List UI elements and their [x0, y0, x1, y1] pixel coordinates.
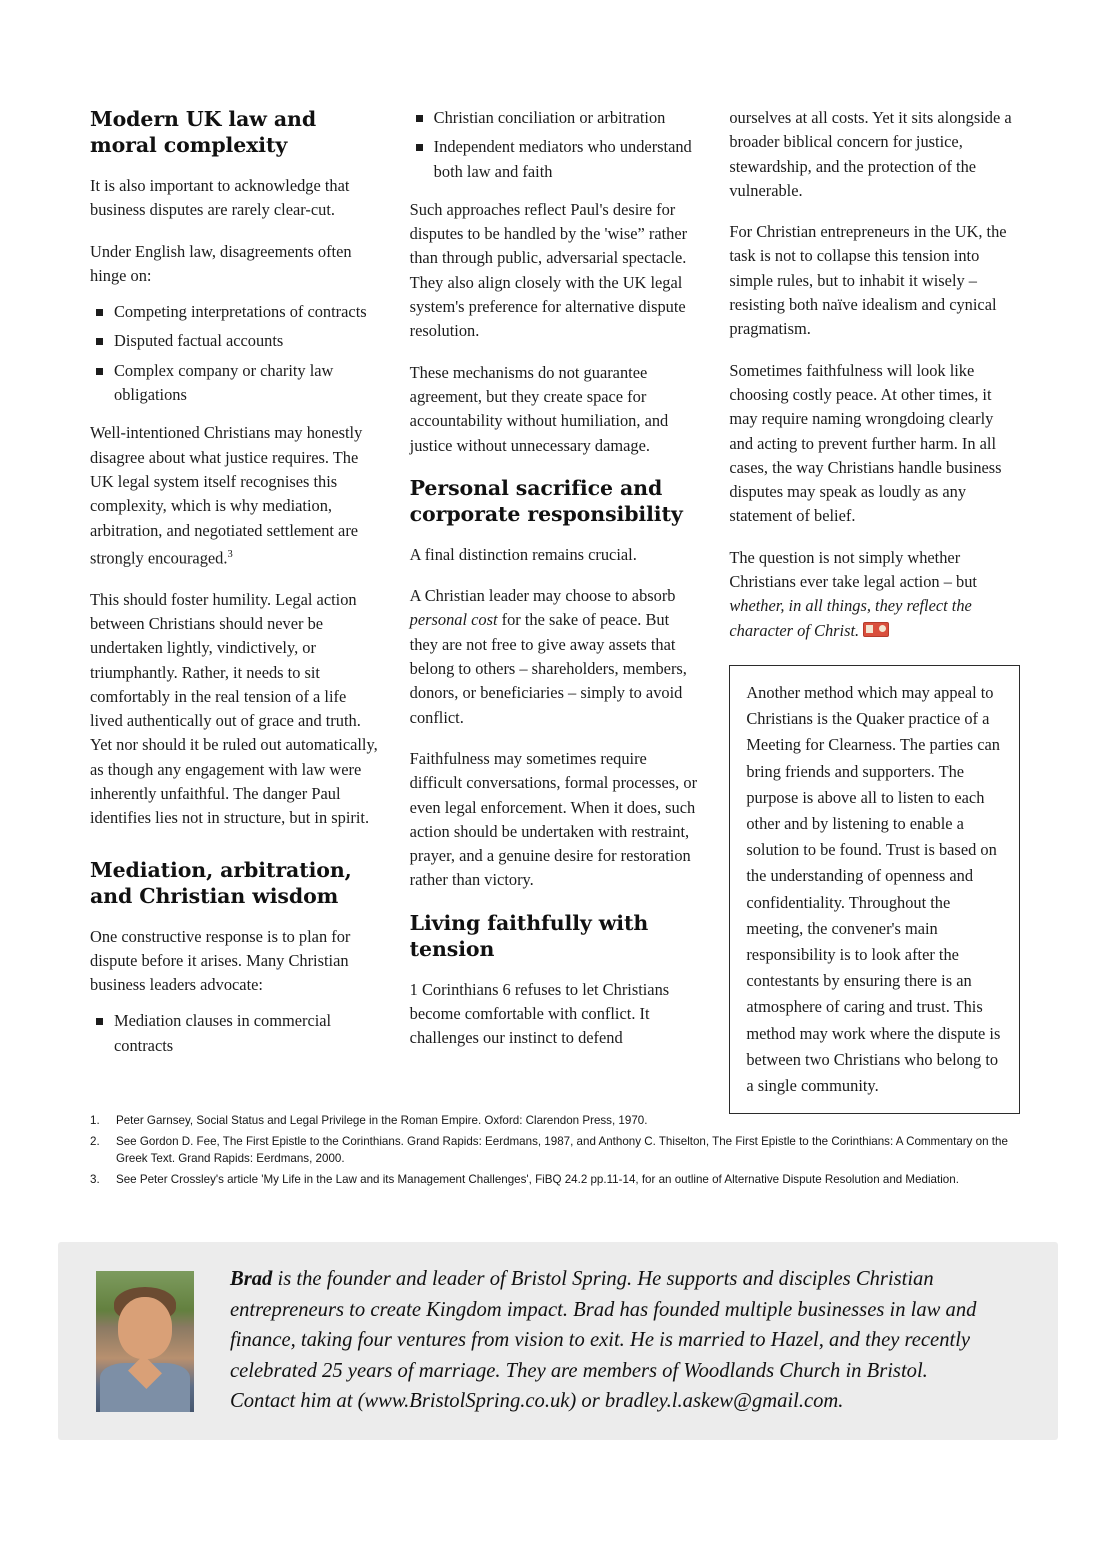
paragraph-post: for the sake of peace. But they are not free to give away assets that belong to others – shareholders, members, donors, or beneficiaries – simply to avoid conflict. — [409, 610, 687, 727]
author-bio-text — [230, 1264, 1020, 1417]
footnote-text: Peter Garnsey, Social Status and Legal Privilege in the Roman Empire. Oxford: Clarendon Press, 1970. — [116, 1114, 648, 1127]
bullet-list — [90, 1009, 381, 1058]
bullet-list — [90, 300, 381, 407]
footnote-text: See Gordon D. Fee, The First Epistle to the Corinthians. Grand Rapids: Eerdmans, 1987, and Anthony C. Thiselton, The First Epistle to the Corinthians: A Commentary on the Greek Text. Grand Rapids: Eerdmans, 2000. — [116, 1134, 1008, 1165]
footnote-item — [90, 1171, 1020, 1189]
author-bio-body: is the founder and leader of Bristol Spring. He supports and disciples Christian entrepreneurs to create Kingdom impact. Brad has founded multiple businesses in law and finance, taking four ventures from vision to exit. He is married to Hazel, and they recently celebrated 25 years of marriage. They are members of Woodlands Church in Bristol. — [230, 1268, 977, 1382]
column-right — [729, 106, 1020, 1114]
footnotes — [90, 1112, 1020, 1191]
heading-personal-sacrifice: Personal sacrifice and corporate responsibility — [409, 475, 683, 526]
paragraph: Under English law, disagreements often hinge on: — [90, 241, 352, 285]
paragraph-with-emphasis — [410, 584, 701, 730]
paragraph: A final distinction remains crucial. — [409, 544, 637, 564]
footnote-text: See Peter Crossley's article 'My Life in the Law and its Management Challenges', FiBQ 24.2 pp.11-14, for an outline of Alternative Dispute Resolution and Mediation. — [116, 1172, 959, 1186]
heading-living-faithfully: Living faithfully with tension — [409, 910, 649, 961]
sidebar-box-quaker-method — [729, 665, 1020, 1114]
footnote-number: 1. — [90, 1114, 100, 1127]
list-item: Complex company or charity law obligations — [90, 359, 381, 408]
paragraph: One constructive response is to plan for dispute before it arises. Many Christian business leaders advocate: — [90, 926, 351, 995]
emphasis-personal-cost: personal cost — [409, 610, 498, 630]
paragraph: For Christian entrepreneurs in the UK, the task is not to collapse this tension into simple rules, but to inhabit it wisely – resisting both naïve idealism and cynical pragmatism. — [729, 222, 1007, 339]
paragraph-closing — [729, 546, 1020, 643]
paragraph-with-footnote — [90, 421, 381, 570]
paragraph: Faithfulness may sometimes require difficult conversations, formal processes, or even legal enforcement. When it does, such action should be undertaken with restraint, prayer, and a genuine desire for restoration rather than victory. — [409, 748, 698, 890]
paragraph: These mechanisms do not guarantee agreement, but they create space for accountability without humiliation, and justice without unnecessary damage. — [409, 362, 669, 455]
list-item: Christian conciliation or arbitration — [410, 106, 701, 130]
paragraph: This should foster humility. Legal action between Christians should never be undertaken lightly, vindictively, or triumphantly. Rather, it needs to sit comfortably in the real tension of a life lived authentically out of grace and truth. Yet nor should it be ruled out automatically, as though any engagement with law were inherently unfaithful. The danger Paul identifies lies not in structure, but in spirit. — [90, 589, 378, 828]
sidebar-box-text: Another method which may appeal to Christians is the Quaker practice of a Meeting for Clearness. The parties can bring friends and supporters. The purpose is above all to listen to each other and by listening to enable a solution to be found. Trust is based on the understanding of openness and confidentiality. Throughout the meeting, the convener's main responsibility is to look after the contestants by ensuring there is an atmosphere of caring and trust. This method may work where the dispute is between two Christians who belong to a single community. — [746, 682, 1001, 1095]
heading-mediation-arbitration: Mediation, arbitration, and Christian wisdom — [90, 857, 352, 908]
list-item: Competing interpretations of contracts — [90, 300, 381, 324]
column-left — [90, 106, 381, 1114]
paragraph-pre: A Christian leader may choose to absorb — [409, 586, 676, 606]
footnote-marker-3: 3 — [227, 548, 233, 560]
list-item: Independent mediators who understand both law and faith — [410, 135, 701, 184]
paragraph: ourselves at all costs. Yet it sits alongside a broader biblical concern for justice, stewardship, and the protection of the vulnerable. — [729, 108, 1012, 200]
footnote-item — [90, 1133, 1020, 1168]
author-photo — [96, 1271, 194, 1412]
footnote-item — [90, 1112, 1020, 1130]
paragraph: It is also important to acknowledge that business disputes are rarely clear-cut. — [90, 176, 350, 220]
paragraph-pre: The question is not simply whether Christians ever take legal action – but — [729, 547, 977, 592]
author-contact: Contact him at (www.BristolSpring.co.uk) or bradley.l.askew@gmail.com. — [230, 1390, 844, 1412]
footnote-number: 3. — [90, 1172, 100, 1186]
paragraph: 1 Corinthians 6 refuses to let Christians become comfortable with conflict. It challenges our instinct to defend — [409, 979, 670, 1048]
emphasis-character-of-christ: whether, in all things, they reflect the character of Christ. — [729, 596, 972, 640]
bullet-list — [410, 106, 701, 184]
list-item: Mediation clauses in commercial contracts — [90, 1009, 381, 1058]
photo-face — [118, 1297, 172, 1359]
author-bio-box — [58, 1242, 1058, 1440]
end-of-article-icon — [863, 622, 889, 637]
heading-modern-uk-law: Modern UK law and moral complexity — [90, 107, 317, 157]
article-columns — [90, 106, 1020, 1114]
paragraph: Such approaches reflect Paul's desire for disputes to be handled by the 'wise” rather than through public, adversarial spectacle. They also align closely with the UK legal system's preference for alternative dispute resolution. — [409, 199, 688, 341]
author-name: Brad — [230, 1268, 273, 1290]
footnote-number: 2. — [90, 1134, 100, 1148]
paragraph-text: Well-intentioned Christians may honestly disagree about what justice requires. The UK legal system itself recognises this complexity, which is why mediation, arbitration, and negotiated settlement are strongly encouraged. — [90, 423, 363, 568]
column-middle — [410, 106, 701, 1114]
paragraph: Sometimes faithfulness will look like choosing costly peace. At other times, it may require naming wrongdoing clearly and acting to prevent further harm. In all cases, the way Christians handle business disputes may speak as loudly as any statement of belief. — [729, 360, 1002, 526]
list-item: Disputed factual accounts — [90, 329, 381, 353]
